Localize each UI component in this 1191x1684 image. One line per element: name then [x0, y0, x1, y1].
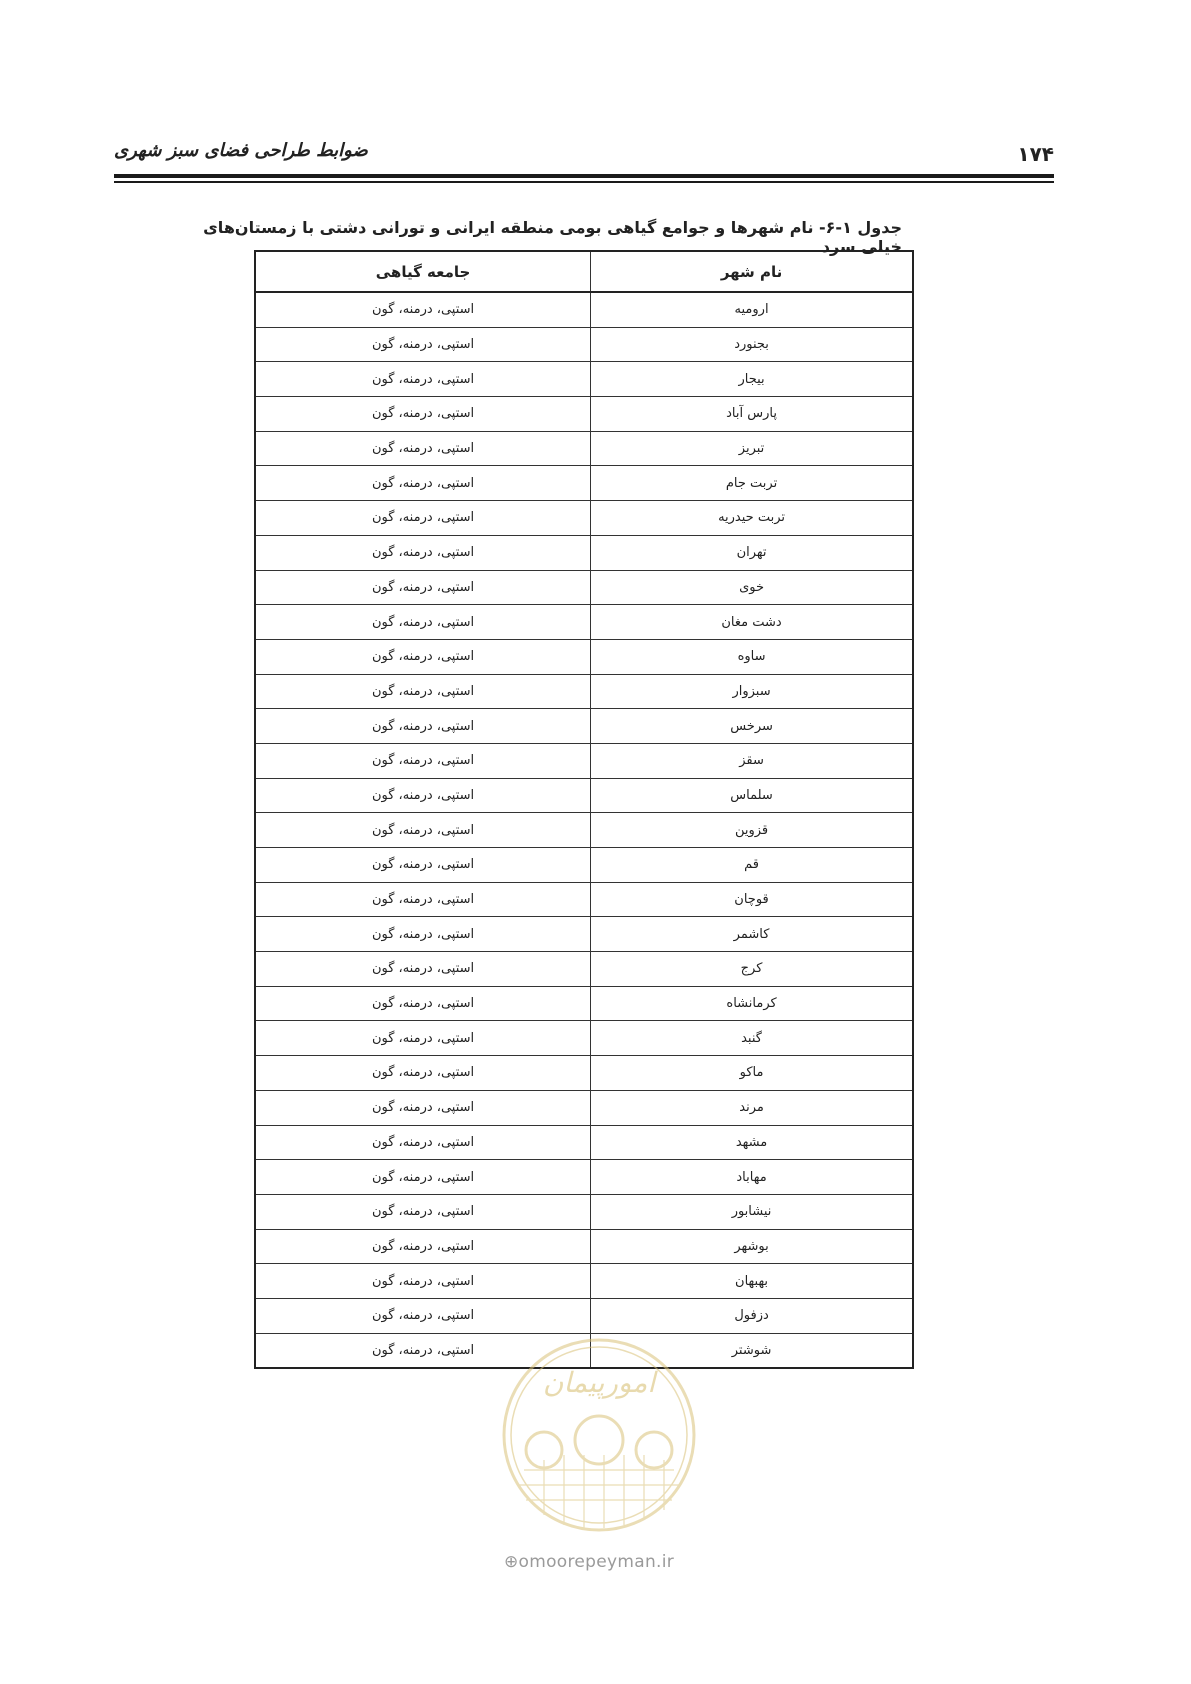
cell-city: ماکو [591, 1056, 913, 1091]
table-body [255, 292, 913, 1368]
cell-community: استپی، درمنه، گون [255, 986, 591, 1021]
cell-community: استپی، درمنه، گون [255, 674, 591, 709]
cell-community: استپی، درمنه، گون [255, 639, 591, 674]
cell-city: شوشتر [591, 1333, 913, 1368]
table-header-row [255, 251, 913, 292]
cell-community: استپی، درمنه، گون [255, 1125, 591, 1160]
cell-city: سرخس [591, 709, 913, 744]
running-title: ضوابط طراحی فضای سبز شهری [114, 140, 368, 161]
table-row [255, 362, 913, 397]
column-header-community: جامعه گیاهی [255, 251, 591, 292]
table-row [255, 292, 913, 327]
cell-community: استپی، درمنه، گون [255, 848, 591, 883]
watermark-site-text: omoorepeyman.ir [518, 1552, 675, 1572]
cell-community: استپی، درمنه، گون [255, 362, 591, 397]
watermark-site [504, 1552, 674, 1572]
cell-community: استپی، درمنه، گون [255, 813, 591, 848]
cell-community: استپی، درمنه، گون [255, 1264, 591, 1299]
table-row [255, 501, 913, 536]
cell-community: استپی، درمنه، گون [255, 1194, 591, 1229]
cell-city: کرج [591, 952, 913, 987]
cell-community: استپی، درمنه، گون [255, 501, 591, 536]
table-row [255, 917, 913, 952]
cell-community: استپی، درمنه، گون [255, 743, 591, 778]
table-row [255, 466, 913, 501]
cell-city: دشت مغان [591, 605, 913, 640]
cell-city: بهبهان [591, 1264, 913, 1299]
cell-city: تربت حیدریه [591, 501, 913, 536]
cell-community: استپی، درمنه، گون [255, 431, 591, 466]
cell-community: استپی، درمنه، گون [255, 1090, 591, 1125]
cell-city: مشهد [591, 1125, 913, 1160]
watermark-seal-logo-icon [494, 1330, 704, 1570]
cell-community: استپی، درمنه، گون [255, 778, 591, 813]
table-row [255, 1229, 913, 1264]
cell-community: استپی، درمنه، گون [255, 1229, 591, 1264]
table-row [255, 1021, 913, 1056]
cell-community: استپی، درمنه، گون [255, 1056, 591, 1091]
cell-city: مهاباد [591, 1160, 913, 1195]
cell-community: استپی، درمنه، گون [255, 535, 591, 570]
cell-community: استپی، درمنه، گون [255, 1298, 591, 1333]
table-row [255, 639, 913, 674]
table-row [255, 848, 913, 883]
header-rule-thick [114, 174, 1054, 178]
cell-city: سلماس [591, 778, 913, 813]
table-row [255, 535, 913, 570]
table-row [255, 1056, 913, 1091]
cell-community: استپی، درمنه، گون [255, 292, 591, 327]
cell-city: قوچان [591, 882, 913, 917]
cell-city: کاشمر [591, 917, 913, 952]
cell-community: استپی، درمنه، گون [255, 570, 591, 605]
cell-community: استپی، درمنه، گون [255, 1333, 591, 1368]
cell-city: تبریز [591, 431, 913, 466]
table-row [255, 1160, 913, 1195]
cell-city: تهران [591, 535, 913, 570]
globe-icon: ⊕ [504, 1552, 519, 1572]
cell-community: استپی، درمنه، گون [255, 397, 591, 432]
cell-city: نیشابور [591, 1194, 913, 1229]
table-row [255, 674, 913, 709]
table-row [255, 986, 913, 1021]
table-row [255, 778, 913, 813]
watermark-logo-text: امورپیمان [542, 1366, 656, 1399]
cell-community: استپی، درمنه، گون [255, 605, 591, 640]
table-row [255, 397, 913, 432]
table-row [255, 882, 913, 917]
cell-city: بیجار [591, 362, 913, 397]
page-header [114, 138, 1054, 178]
table-row [255, 1194, 913, 1229]
table-row [255, 1090, 913, 1125]
page-number: ۱۷۴ [1017, 142, 1054, 166]
cell-city: دزفول [591, 1298, 913, 1333]
table-row [255, 605, 913, 640]
cell-city: تربت جام [591, 466, 913, 501]
cell-city: سقز [591, 743, 913, 778]
table-row [255, 1125, 913, 1160]
cell-community: استپی، درمنه، گون [255, 1021, 591, 1056]
header-rule-thin [114, 181, 1054, 183]
cell-city: قزوین [591, 813, 913, 848]
table-row [255, 1298, 913, 1333]
table-row [255, 952, 913, 987]
city-plant-table [254, 250, 914, 1369]
cell-city: بوشهر [591, 1229, 913, 1264]
cell-community: استپی، درمنه، گون [255, 917, 591, 952]
cell-city: گنبد [591, 1021, 913, 1056]
cell-city: بجنورد [591, 327, 913, 362]
table-row [255, 743, 913, 778]
cell-community: استپی، درمنه، گون [255, 1160, 591, 1195]
table-row [255, 327, 913, 362]
cell-community: استپی، درمنه، گون [255, 882, 591, 917]
cell-city: ساوه [591, 639, 913, 674]
cell-city: پارس آباد [591, 397, 913, 432]
table-row [255, 431, 913, 466]
cell-community: استپی، درمنه، گون [255, 466, 591, 501]
cell-city: مرند [591, 1090, 913, 1125]
cell-community: استپی، درمنه، گون [255, 327, 591, 362]
cell-city: سبزوار [591, 674, 913, 709]
table-row [255, 1264, 913, 1299]
cell-city: خوی [591, 570, 913, 605]
cell-city: کرمانشاه [591, 986, 913, 1021]
table-row [255, 570, 913, 605]
cell-community: استپی، درمنه، گون [255, 952, 591, 987]
table-row [255, 813, 913, 848]
table-row [255, 709, 913, 744]
cell-city: ارومیه [591, 292, 913, 327]
cell-city: قم [591, 848, 913, 883]
table-caption: جدول ۱-۶- نام شهرها و جوامع گیاهی بومی منطقه ایرانی و تورانی دشتی با زمستان‌های خیلی سرد [203, 218, 902, 256]
cell-community: استپی، درمنه، گون [255, 709, 591, 744]
column-header-city: نام شهر [591, 251, 913, 292]
